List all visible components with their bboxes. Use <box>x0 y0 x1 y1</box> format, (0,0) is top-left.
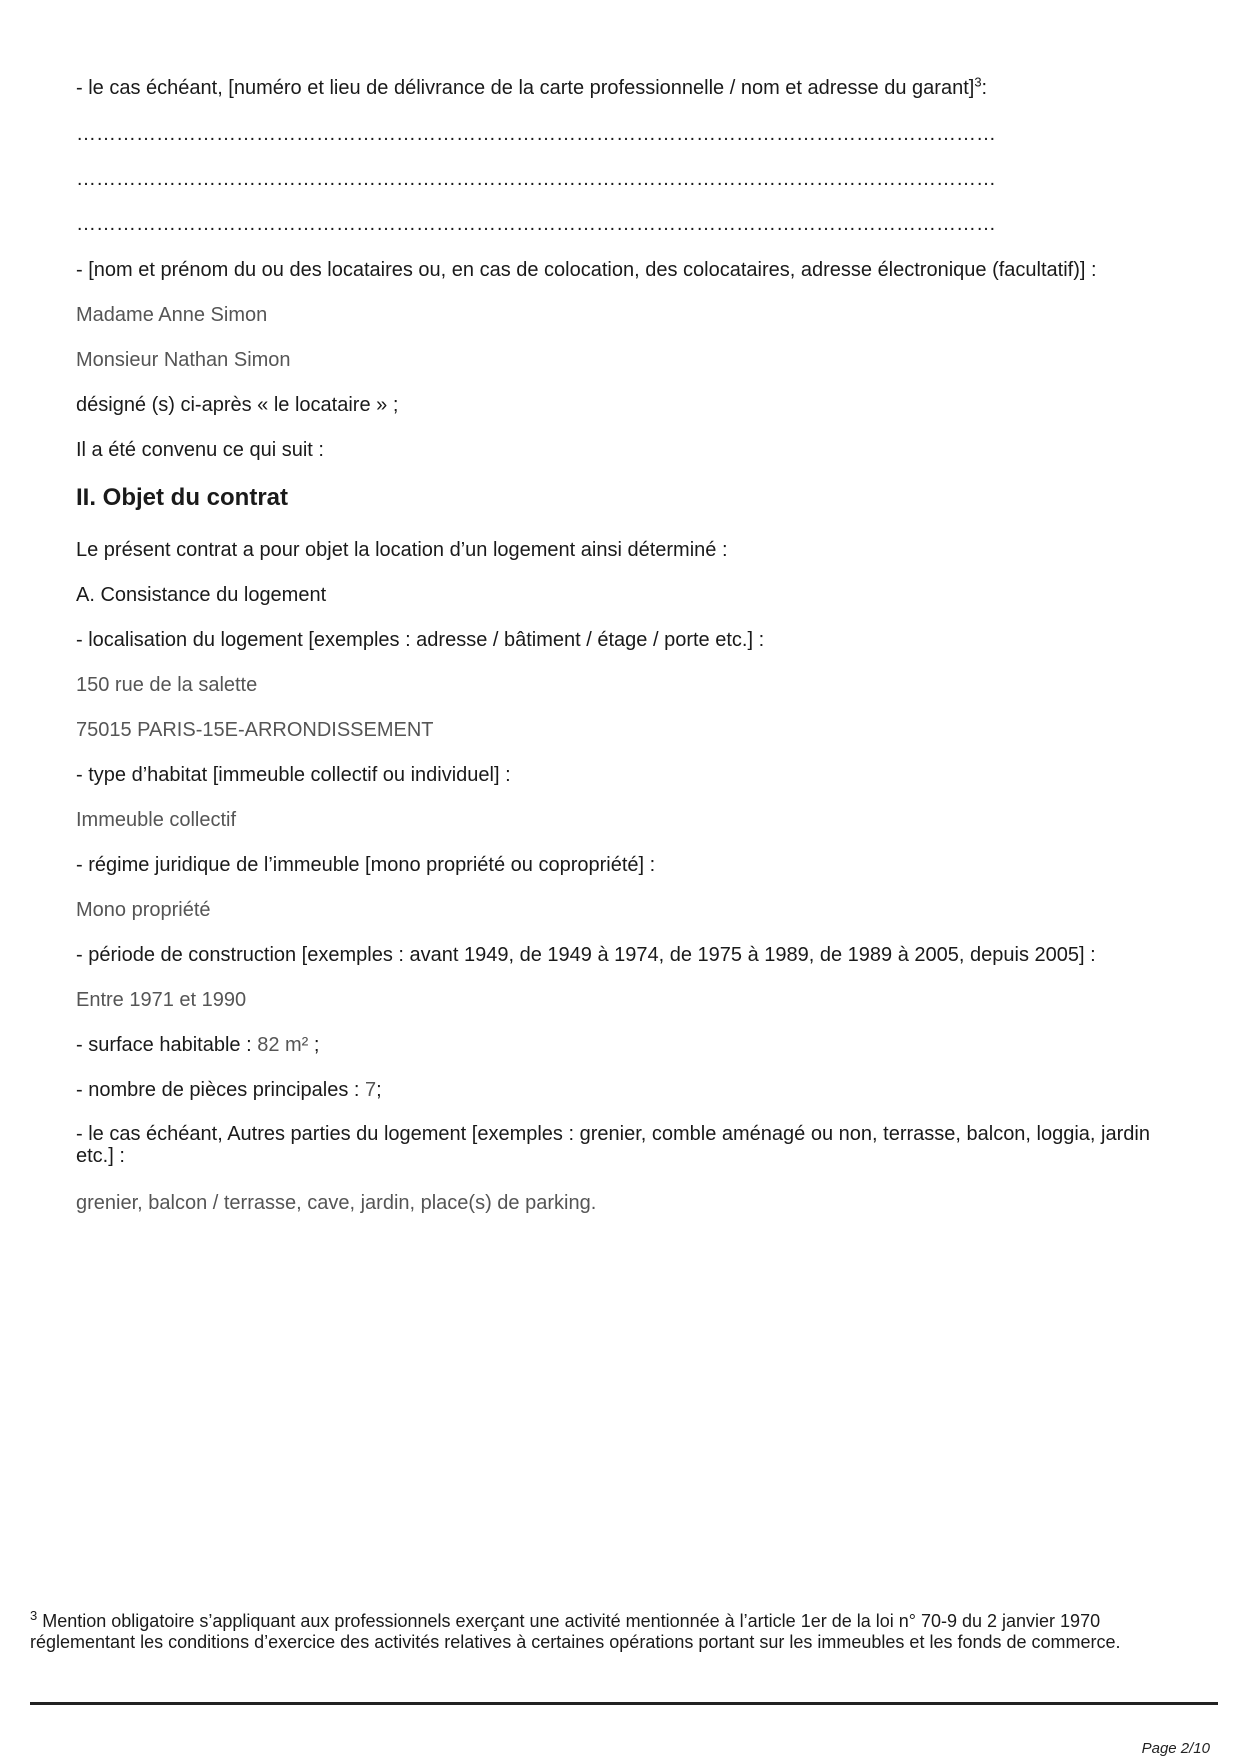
locataire-name: Monsieur Nathan Simon <box>76 349 291 371</box>
pieces-label: - nombre de pièces principales : <box>76 1079 366 1101</box>
periode-label: - période de construction [exemples : avant 1949, de 1949 à 1974, de 1975 à 1989, de 1989 à 2005, depuis 2005] : <box>76 944 1096 966</box>
section-intro: Le présent contrat a pour objet la location d’un logement ainsi déterminé : <box>76 539 728 561</box>
pieces-line <box>76 1078 382 1102</box>
footer-rule <box>30 1702 1218 1705</box>
dotted-fill-line: ………………………………………………………………………………………………………………………… <box>76 168 996 190</box>
section-title: II. Objet du contrat <box>76 484 289 511</box>
periode-value: Entre 1971 et 1990 <box>76 989 247 1011</box>
localisation-label: - localisation du logement [exemples : adresse / bâtiment / étage / porte etc.] : <box>76 629 765 651</box>
regime-value: Mono propriété <box>76 899 211 921</box>
garant-label: - le cas échéant, [numéro et lieu de délivrance de la carte professionnelle / nom et adresse du garant] <box>76 77 975 99</box>
subsection-title: A. Consistance du logement <box>76 584 327 606</box>
regime-label: - régime juridique de l’immeuble [mono propriété ou copropriété] : <box>76 854 656 876</box>
dotted-fill-line: ………………………………………………………………………………………………………………………… <box>76 213 996 235</box>
page-number: Page 2/10 <box>1141 1740 1210 1757</box>
address-line: 75015 PARIS-15E-ARRONDISSEMENT <box>76 719 434 741</box>
surface-line <box>76 1033 319 1057</box>
footnote-text: Mention obligatoire s’appliquant aux professionnels exerçant une activité mentionnée à l’article 1er de la loi n° 70-9 du 2 janvier 1970 réglementant les conditions d’exercice des activités relatives à certaines opérations portant sur les immeubles et les fonds de commerce. <box>30 1611 1121 1652</box>
surface-label: - surface habitable : <box>76 1034 258 1056</box>
footnote-reference: 3 <box>974 74 982 90</box>
autres-label: - le cas échéant, Autres parties du logement [exemples : grenier, comble aménagé ou non, terrasse, balcon, loggia, jardin etc.] : <box>76 1123 1150 1167</box>
garant-label-line <box>76 76 987 100</box>
locataire-name: Madame Anne Simon <box>76 304 268 326</box>
pieces-suffix: ; <box>376 1079 382 1101</box>
address-line: 150 rue de la salette <box>76 674 258 696</box>
convention-text: Il a été convenu ce qui suit : <box>76 439 324 461</box>
surface-value: 82 m² <box>257 1034 309 1056</box>
autres-value: grenier, balcon / terrasse, cave, jardin, place(s) de parking. <box>76 1192 597 1214</box>
locataire-designation: désigné (s) ci-après « le locataire » ; <box>76 394 399 416</box>
locataires-label: - [nom et prénom du ou des locataires ou, en cas de colocation, des colocataires, adresse électronique (facultatif)] : <box>76 259 1097 281</box>
surface-suffix: ; <box>308 1034 320 1056</box>
footnote <box>30 1608 1210 1653</box>
habitat-label: - type d’habitat [immeuble collectif ou individuel] : <box>76 764 511 786</box>
garant-label-suffix: : <box>981 77 988 99</box>
habitat-value: Immeuble collectif <box>76 809 237 831</box>
pieces-value: 7 <box>365 1079 377 1101</box>
footnote-number: 3 <box>30 1608 38 1623</box>
dotted-fill-line: ………………………………………………………………………………………………………………………… <box>76 123 996 145</box>
